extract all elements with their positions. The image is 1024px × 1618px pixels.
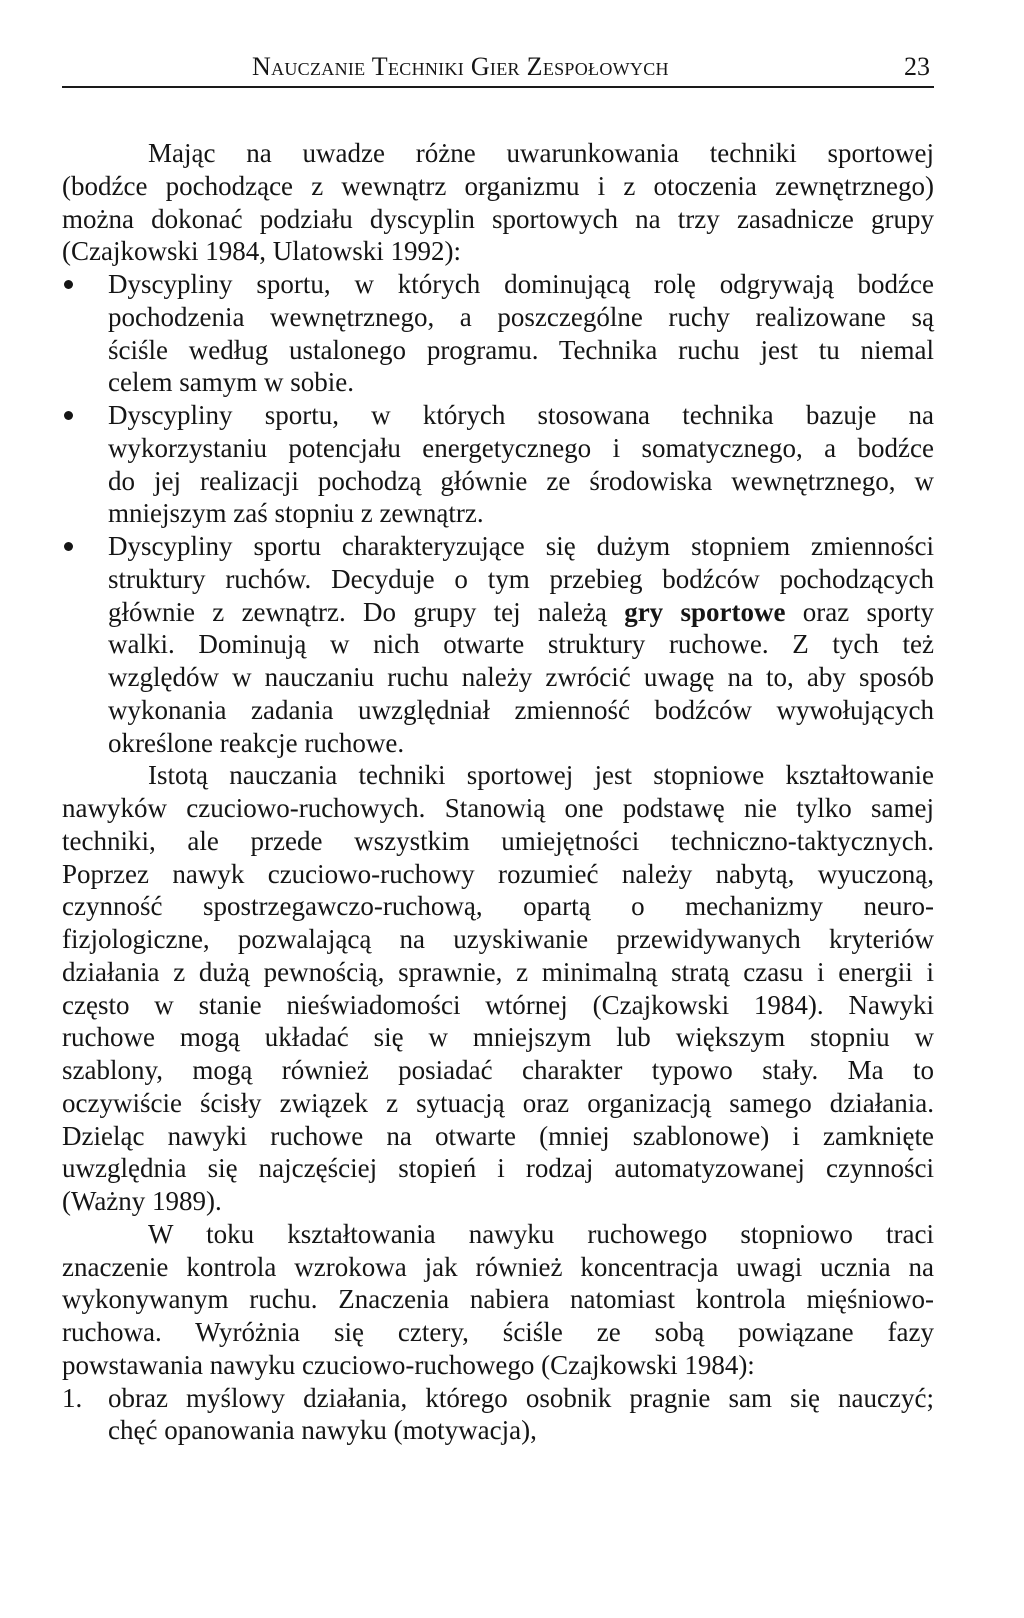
text-line: Istotą nauczania techniki sportowej jest stopniowe kształtowanie [148, 760, 934, 791]
text-line: Dyscypliny sportu, w których stosowana technika bazuje na [108, 400, 934, 430]
text-line: techniki, ale przede wszystkim umiejętności techniczno-taktycznych. [62, 825, 934, 856]
text-line: (Ważny 1989). [62, 1186, 222, 1216]
text-line: do jej realizacji pochodzą głównie ze środowiska wewnętrznego, w [108, 465, 934, 496]
text-line: pochodzenia wewnętrznego, a poszczególne ruchy realizowane są [108, 301, 934, 332]
text-line: znaczenie kontrola wzrokowa jak również koncentracja uwagi ucznia na [62, 1251, 934, 1282]
bullet-dot-icon [64, 280, 73, 289]
bullet-item [62, 399, 934, 530]
bullet-dot-icon [64, 411, 73, 420]
text-line: działania z dużą pewnością, sprawnie, z minimalną stratą czasu i energii i [62, 956, 934, 987]
text-line: walki. Dominują w nich otwarte struktury ruchowe. Z tych też [108, 629, 934, 660]
list-number: 1. [62, 1382, 83, 1413]
text-line: W toku kształtowania nawyku ruchowego stopniowo traci [148, 1218, 934, 1249]
body-text [62, 137, 934, 1447]
text-line: oczywiście ścisły związek z sytuacją oraz organizacją samego działania. [62, 1087, 934, 1118]
text-line-with-emphasis [62, 596, 934, 629]
text-line: obraz myślowy działania, którego osobnik pragnie sam się nauczyć; [108, 1382, 934, 1413]
text-line: ruchowa. Wyróżnia się cztery, ściśle ze sobą powiązane fazy [62, 1317, 934, 1347]
page-number: 23 [904, 52, 930, 81]
book-page [62, 0, 934, 1618]
running-header [62, 46, 934, 88]
text-line: określone reakcje ruchowe. [108, 727, 405, 758]
paragraph-intro [62, 137, 934, 268]
text-line: struktury ruchów. Decyduje o tym przebieg bodźców pochodzących [108, 563, 934, 594]
bullet-dot-icon [64, 542, 73, 551]
text-line: szablony, mogą również posiadać charakter typowo stały. Ma to [62, 1055, 934, 1085]
emphasis-gry-sportowe: gry sportowe [624, 596, 786, 627]
text-line: fizjologiczne, pozwalającą na uzyskiwanie przewidywanych kryteriów [62, 924, 934, 954]
text-line: Poprzez nawyk czuciowo-ruchowy rozumieć należy nabytą, wyuczoną, [62, 858, 934, 889]
paragraph-w-toku [62, 1218, 934, 1382]
text-line: wykorzystaniu potencjału energetycznego i somatycznego, a bodźce [108, 432, 934, 463]
text-line: Dzieląc nawyki ruchowe na otwarte (mniej szablonowe) i zamknięte [62, 1120, 934, 1151]
text-line: czynność spostrzegawczo-ruchową, opartą o mechanizmy neuro- [62, 891, 934, 922]
bullet-item [62, 530, 934, 759]
text-line: Dyscypliny sportu charakteryzujące się dużym stopniem zmienności [108, 531, 934, 561]
text-segment: głównie z zewnątrz. Do grupy tej należą [108, 596, 607, 627]
text-line: wykonania zadania uwzględniał zmienność bodźców wywołujących [108, 694, 934, 725]
running-title: Nauczanie Techniki Gier Zespołowych [252, 52, 669, 81]
text-line: ruchowe mogą układać się w mniejszym lub większym stopniu w [62, 1022, 934, 1053]
paragraph-istota [62, 759, 934, 1218]
text-line: można dokonać podziału dyscyplin sportowych na trzy zasadnicze grupy [62, 203, 934, 234]
text-line: chęć opanowania nawyku (motywacja), [108, 1415, 537, 1446]
bullet-item [62, 268, 934, 399]
text-line: nawyków czuciowo-ruchowych. Stanowią one podstawę nie tylko samej [62, 793, 934, 823]
text-line: często w stanie nieświadomości wtórnej (Czajkowski 1984). Nawyki [62, 989, 934, 1020]
numbered-list-item [62, 1382, 934, 1448]
text-line: ściśle według ustalonego programu. Technika ruchu jest tu niemal [108, 334, 934, 365]
text-line: wykonywanym ruchu. Znaczenia nabiera natomiast kontrola mięśniowo- [62, 1284, 934, 1315]
text-line: powstawania nawyku czuciowo-ruchowego (Czajkowski 1984): [62, 1349, 755, 1380]
text-line: względów w nauczaniu ruchu należy zwrócić uwagę na to, aby sposób [108, 662, 934, 692]
text-line: Dyscypliny sportu, w których dominującą rolę odgrywają bodźce [108, 269, 934, 299]
text-line: celem samym w sobie. [108, 367, 354, 398]
text-line: (bodźce pochodzące z wewnątrz organizmu i z otoczenia zewnętrznego) [62, 170, 934, 201]
text-segment: oraz sporty [802, 596, 935, 627]
text-line: (Czajkowski 1984, Ulatowski 1992): [62, 236, 461, 267]
text-line: mniejszym zaś stopniu z zewnątrz. [108, 498, 484, 529]
text-line: Mając na uwadze różne uwarunkowania techniki sportowej [148, 138, 934, 168]
text-line: uwzględnia się najczęściej stopień i rodzaj automatyzowanej czynności [62, 1153, 934, 1184]
